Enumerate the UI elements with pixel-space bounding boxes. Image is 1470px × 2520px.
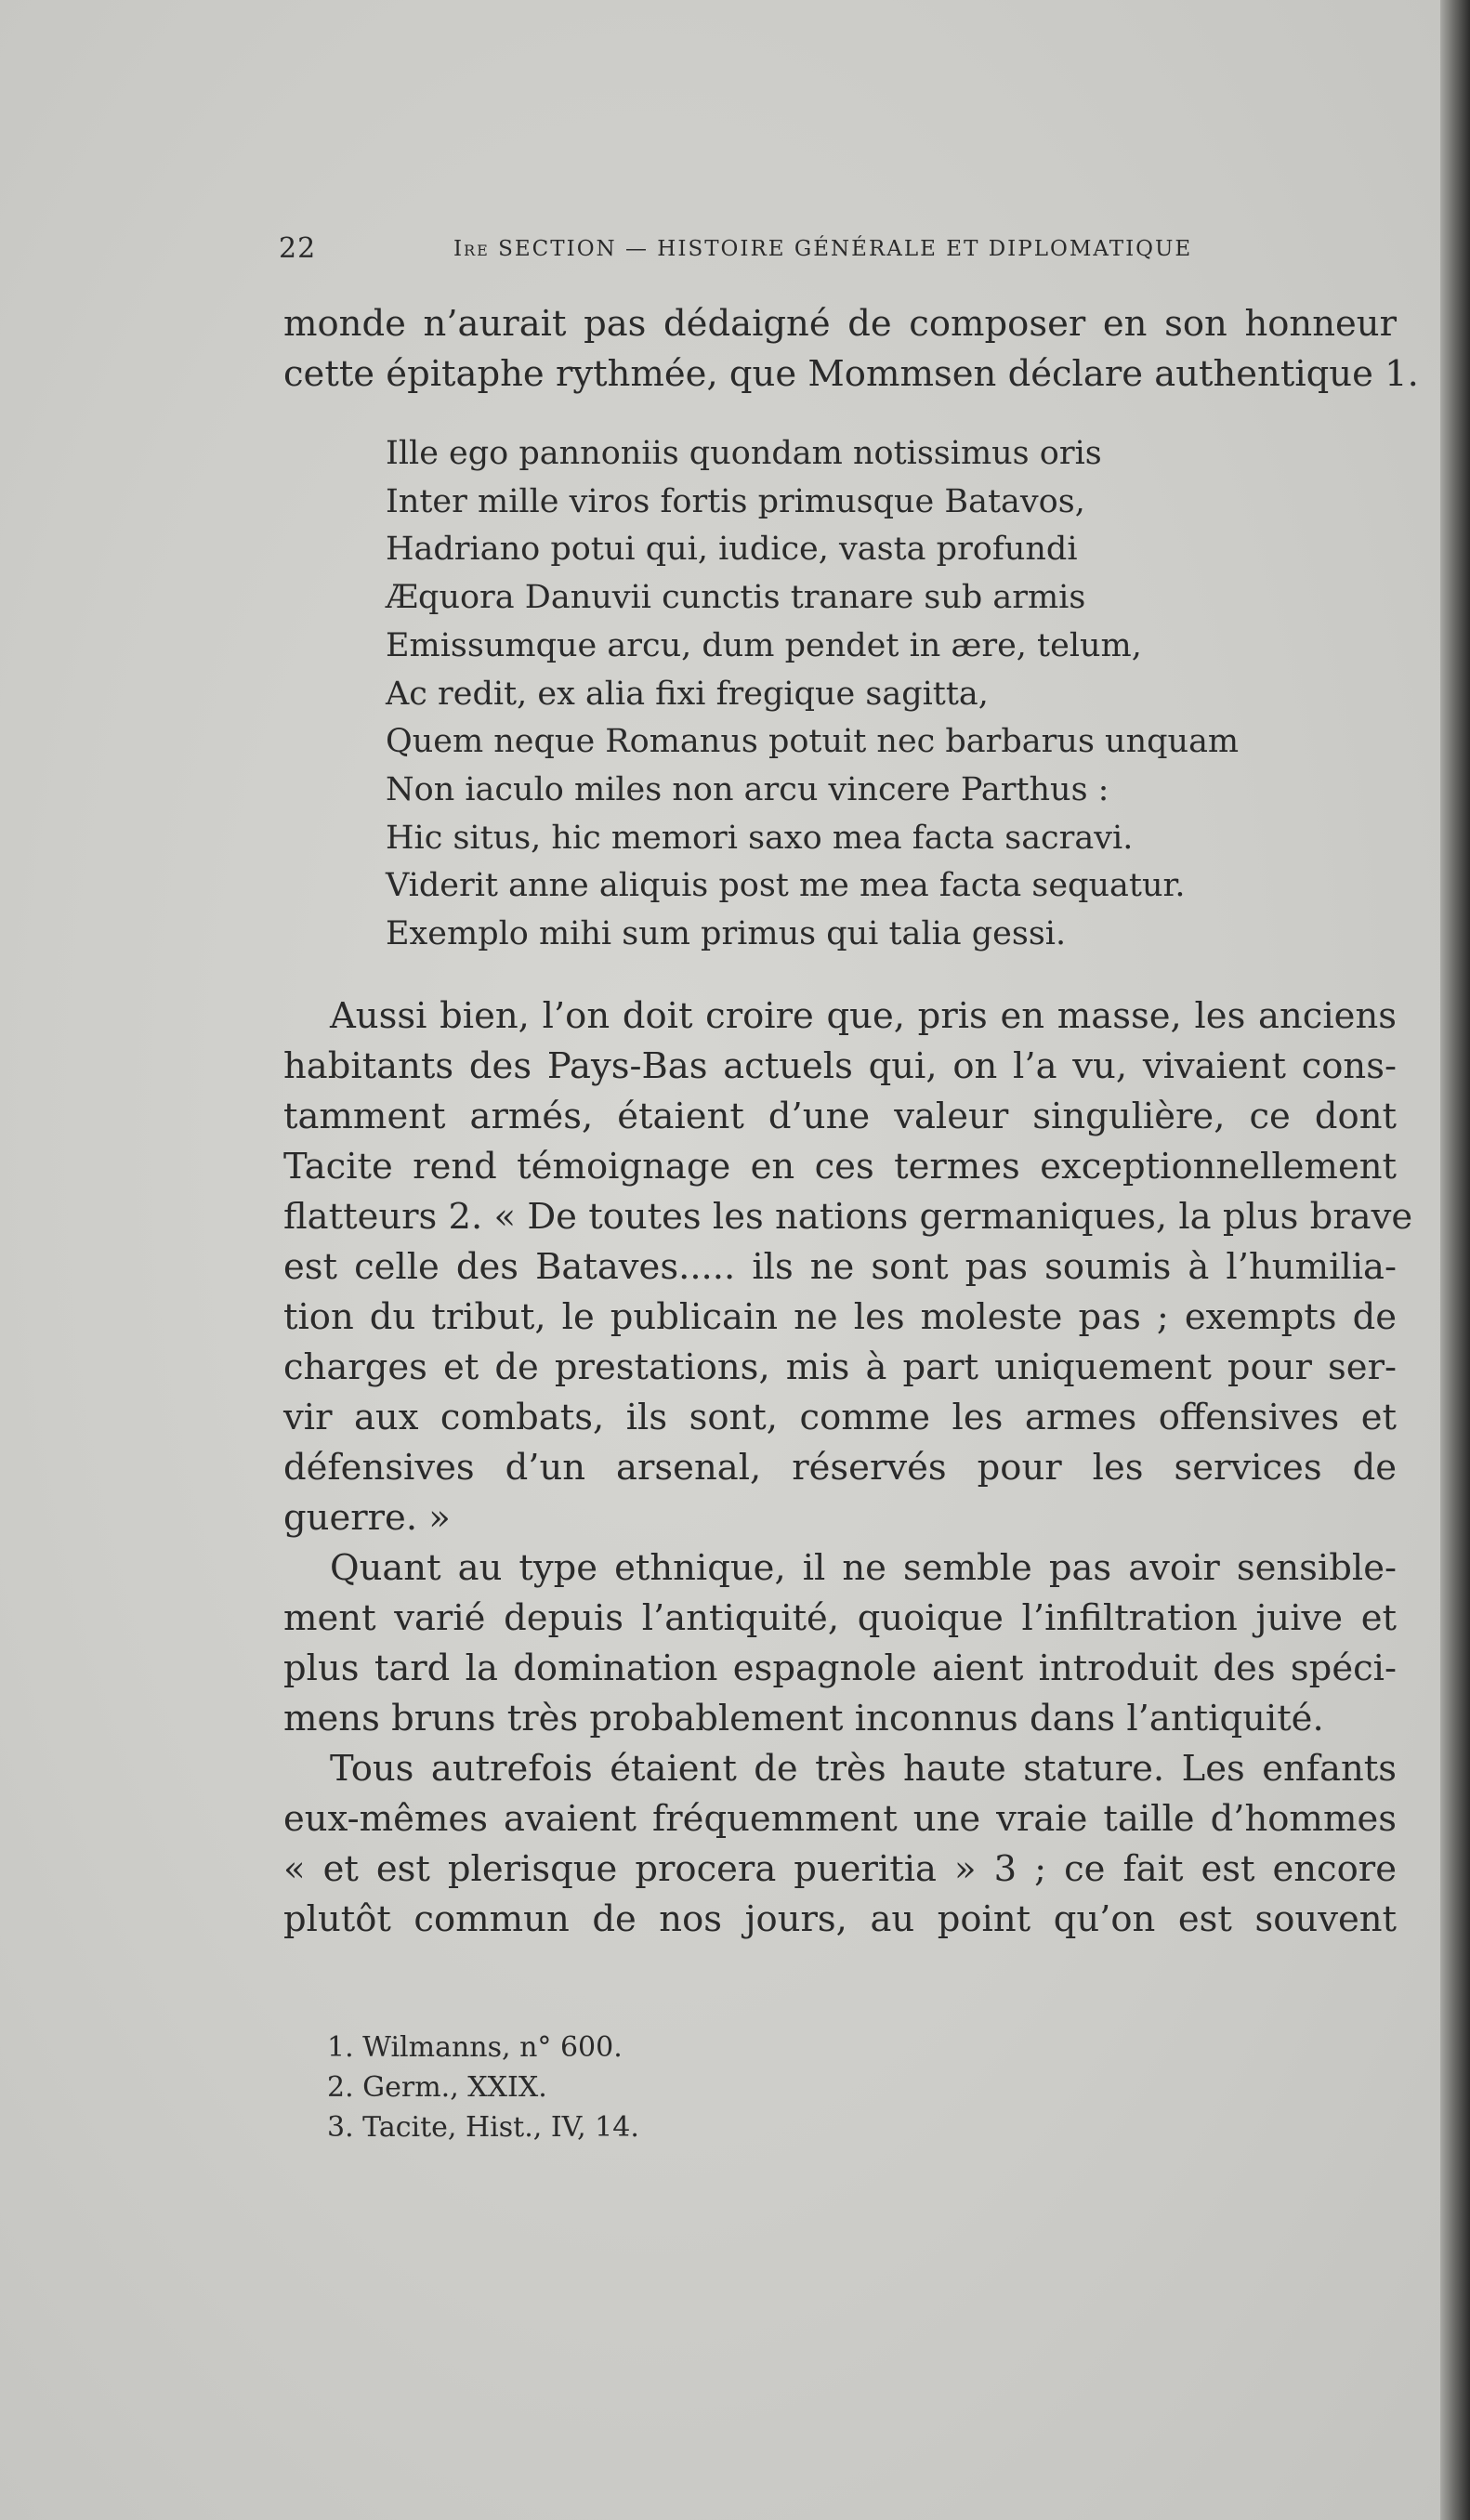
text-line: plus tard la domination espagnole aient introduit des spéci- (283, 1647, 1397, 1689)
text-line: vir aux combats, ils sont, comme les armes offensives et (283, 1397, 1397, 1438)
text-line: habitants des Pays-Bas actuels qui, on l’a vu, vivaient cons- (283, 1045, 1397, 1087)
main-text (283, 991, 1413, 1945)
text-line: charges et de prestations, mis à part uniquement pour ser- (283, 1346, 1397, 1388)
text-line: ment varié depuis l’antiquité, quoique l’infiltration juive et (283, 1597, 1397, 1639)
running-head-title: Ire SECTION — HISTOIRE GÉNÉRALE ET DIPLOMATIQUE (453, 237, 1193, 261)
page-edge-shadow (1440, 0, 1470, 2520)
text-line: défensives d’un arsenal, réservés pour les services de (283, 1447, 1397, 1489)
verse-line: Inter mille viros fortis primusque Batavos, (386, 482, 1085, 520)
text-line: Quant au type ethnique, il ne semble pas avoir sensible- (330, 1547, 1397, 1589)
verse-line: Æquora Danuvii cunctis tranare sub armis (386, 579, 1086, 617)
verse-line: Ac redit, ex alia fixi fregique sagitta, (386, 675, 989, 713)
text-line: guerre. » (283, 1497, 451, 1539)
text-line: tamment armés, étaient d’une valeur singulière, ce dont (283, 1096, 1397, 1137)
verse-line: Ille ego pannoniis quondam notissimus oris (386, 435, 1102, 472)
verse-line: Exemplo mihi sum primus qui talia gessi. (386, 915, 1067, 953)
text-line: Tacite rend témoignage en ces termes exceptionnellement (283, 1146, 1397, 1188)
text-line: mens bruns très probablement inconnus dans l’antiquité. (283, 1698, 1324, 1739)
intro-paragraph (283, 299, 1419, 400)
latin-epitaph (386, 430, 1239, 959)
verse-line: Non iaculo miles non arcu vincere Parthus : (386, 770, 1109, 808)
footnote: 3. Tacite, Hist., IV, 14. (327, 2111, 639, 2144)
verse-line: Hadriano potui qui, iudice, vasta profundi (386, 531, 1078, 569)
text-line: cette épitaphe rythmée, que Mommsen déclare authentique 1. (283, 353, 1419, 395)
text-line: Tous autrefois étaient de très haute stature. Les enfants (330, 1748, 1397, 1790)
text-line: Aussi bien, l’on doit croire que, pris en masse, les anciens (330, 995, 1397, 1037)
footnote: 1. Wilmanns, n° 600. (327, 2031, 623, 2064)
text-line: monde n’aurait pas dédaigné de composer en son honneur (283, 303, 1397, 345)
verse-line: Hic situs, hic memori saxo mea facta sacravi. (386, 819, 1134, 857)
verse-line: Emissumque arcu, dum pendet in ære, telum, (386, 626, 1142, 664)
verse-line: Viderit anne aliquis post me mea facta sequatur. (386, 867, 1186, 905)
footnote: 2. Germ., XXIX. (327, 2071, 547, 2104)
running-head (279, 232, 1245, 269)
text-line: « et est plerisque procera pueritia » 3 ; ce fait est encore (283, 1848, 1397, 1890)
text-line: eux-mêmes avaient fréquemment une vraie taille d’hommes (283, 1798, 1397, 1840)
page-number: 22 (279, 232, 317, 265)
text-line: plutôt commun de nos jours, au point qu’on est souvent (283, 1898, 1397, 1940)
footnotes (327, 2028, 639, 2147)
text-line: flatteurs 2. « De toutes les nations germaniques, la plus brave (283, 1196, 1413, 1238)
text-line: est celle des Bataves..... ils ne sont pas soumis à l’humilia- (283, 1246, 1397, 1288)
text-line: tion du tribut, le publicain ne les moleste pas ; exempts de (283, 1296, 1397, 1338)
verse-line: Quem neque Romanus potuit nec barbarus unquam (386, 723, 1240, 761)
